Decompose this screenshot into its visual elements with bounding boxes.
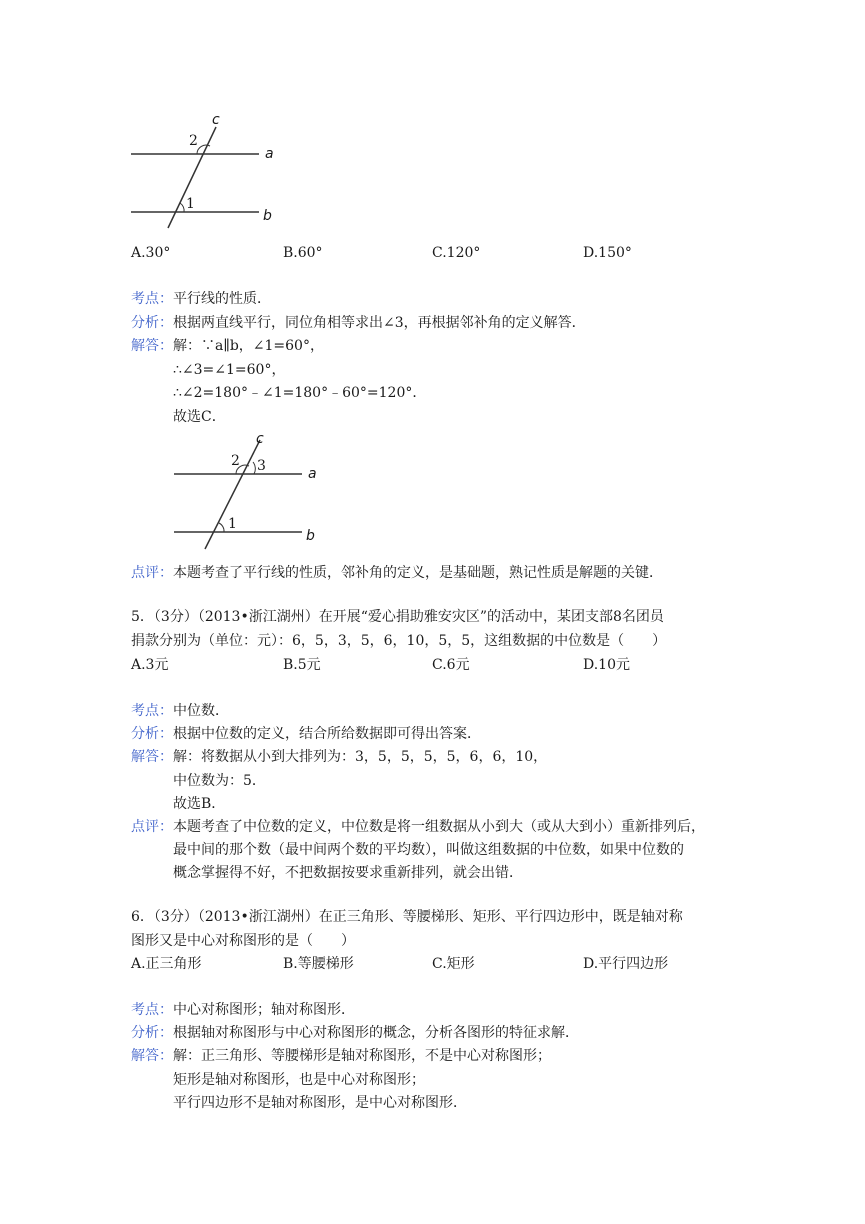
kaodian-label: 考点： bbox=[131, 291, 173, 307]
label-a: a bbox=[308, 466, 317, 482]
q4-option-b: B.60° bbox=[283, 245, 323, 261]
kaodian-text: 平行线的性质． bbox=[173, 291, 271, 307]
q5-dianping-line-3: 概念掌握得不好，不把数据按要求重新排列，就会出错． bbox=[173, 865, 523, 881]
label-2: 2 bbox=[231, 453, 240, 469]
fenxi-label: 分析： bbox=[131, 1025, 173, 1041]
q5-kaodian bbox=[131, 701, 229, 721]
label-3: 3 bbox=[257, 458, 266, 474]
kaodian-label: 考点： bbox=[131, 703, 173, 719]
q5-option-d: D.10元 bbox=[583, 657, 630, 673]
q6-option-b: B.等腰梯形 bbox=[283, 956, 354, 972]
label-2: 2 bbox=[189, 133, 198, 149]
label-a: a bbox=[265, 146, 274, 162]
label-b: b bbox=[263, 208, 272, 224]
q4-jieda-line-4: 故选C． bbox=[173, 409, 226, 425]
label-b: b bbox=[306, 528, 315, 544]
q6-option-d: D.平行四边形 bbox=[583, 956, 669, 972]
q5-dianping bbox=[131, 817, 705, 837]
q5-option-a: A.3元 bbox=[131, 657, 169, 673]
q5-option-c: C.6元 bbox=[432, 657, 470, 673]
jieda-label: 解答： bbox=[131, 1048, 173, 1064]
q5-fenxi bbox=[131, 724, 481, 744]
q4-jieda-line-3: ∴∠2=180°﹣∠1=180°﹣60°=120°． bbox=[173, 385, 427, 401]
q4-option-a: A.30° bbox=[131, 245, 171, 261]
q6-stem-line-2: 图形又是中心对称图形的是（ ） bbox=[131, 933, 355, 949]
angle-1-arc bbox=[219, 523, 224, 532]
jieda-label: 解答： bbox=[131, 338, 173, 354]
q5-jieda bbox=[131, 747, 547, 767]
fenxi-text: 根据两直线平行，同位角相等求出∠3，再根据邻补角的定义解答． bbox=[173, 315, 586, 331]
kaodian-label: 考点： bbox=[131, 1002, 173, 1018]
q6-jieda-line-3: 平行四边形不是轴对称图形，是中心对称图形． bbox=[173, 1095, 467, 1111]
q5-dianping-line-2: 最中间的那个数（最中间两个数的平均数），叫做这组数据的中位数，如果中位数的 bbox=[173, 842, 684, 858]
q5-jieda-line-2: 中位数为：5． bbox=[173, 773, 266, 789]
q6-fenxi bbox=[131, 1023, 579, 1043]
parallel-lines-figure-2 bbox=[0, 0, 865, 560]
q4-jieda-line-2: ∴∠3=∠1=60°， bbox=[173, 362, 286, 378]
q6-kaodian bbox=[131, 1000, 355, 1020]
kaodian-text: 中位数． bbox=[173, 703, 229, 719]
label-1: 1 bbox=[228, 516, 237, 532]
q6-jieda bbox=[131, 1046, 551, 1066]
q4-option-c: C.120° bbox=[432, 245, 481, 261]
jieda-label: 解答： bbox=[131, 749, 173, 765]
q6-option-c: C.矩形 bbox=[432, 956, 475, 972]
angle-3-arc bbox=[253, 462, 255, 474]
q4-option-d: D.150° bbox=[583, 245, 632, 261]
label-c: c bbox=[212, 112, 220, 128]
q5-jieda-line-3: 故选B． bbox=[173, 796, 226, 812]
q6-jieda-line-2: 矩形是轴对称图形，也是中心对称图形； bbox=[173, 1072, 425, 1088]
fenxi-text: 根据中位数的定义，结合所给数据即可得出答案． bbox=[173, 726, 481, 742]
dianping-label: 点评： bbox=[131, 819, 173, 835]
dianping-label: 点评： bbox=[131, 565, 173, 581]
jieda-line: 解：∵a∥b，∠1=60°， bbox=[173, 338, 324, 354]
q4-dianping bbox=[131, 563, 663, 583]
dianping-text: 本题考查了中位数的定义，中位数是将一组数据从小到大（或从大到小）重新排列后， bbox=[173, 819, 705, 835]
kaodian-text: 中心对称图形；轴对称图形． bbox=[173, 1002, 355, 1018]
jieda-line: 解：将数据从小到大排列为：3，5，5，5，5，6，6，10， bbox=[173, 749, 548, 765]
q5-stem-line-2: 捐款分别为（单位：元）：6，5，3，5，6，10，5，5，这组数据的中位数是（ ） bbox=[131, 633, 667, 649]
label-1: 1 bbox=[186, 196, 195, 212]
fenxi-label: 分析： bbox=[131, 315, 173, 331]
label-c: c bbox=[256, 431, 264, 447]
q5-stem-line-1: 5．（3分）（2013•浙江湖州）在开展“爱心捐助雅安灾区”的活动中，某团支部8名团员 bbox=[131, 609, 664, 625]
dianping-text: 本题考查了平行线的性质，邻补角的定义，是基础题，熟记性质是解题的关键． bbox=[173, 565, 663, 581]
q6-stem-line-1: 6．（3分）（2013•浙江湖州）在正三角形、等腰梯形、矩形、平行四边形中，既是轴对称 bbox=[131, 909, 683, 925]
q6-option-a: A.正三角形 bbox=[131, 956, 202, 972]
fenxi-text: 根据轴对称图形与中心对称图形的概念，分析各图形的特征求解． bbox=[173, 1025, 579, 1041]
jieda-line: 解：正三角形、等腰梯形是轴对称图形，不是中心对称图形； bbox=[173, 1048, 551, 1064]
fenxi-label: 分析： bbox=[131, 726, 173, 742]
q5-option-b: B.5元 bbox=[283, 657, 321, 673]
